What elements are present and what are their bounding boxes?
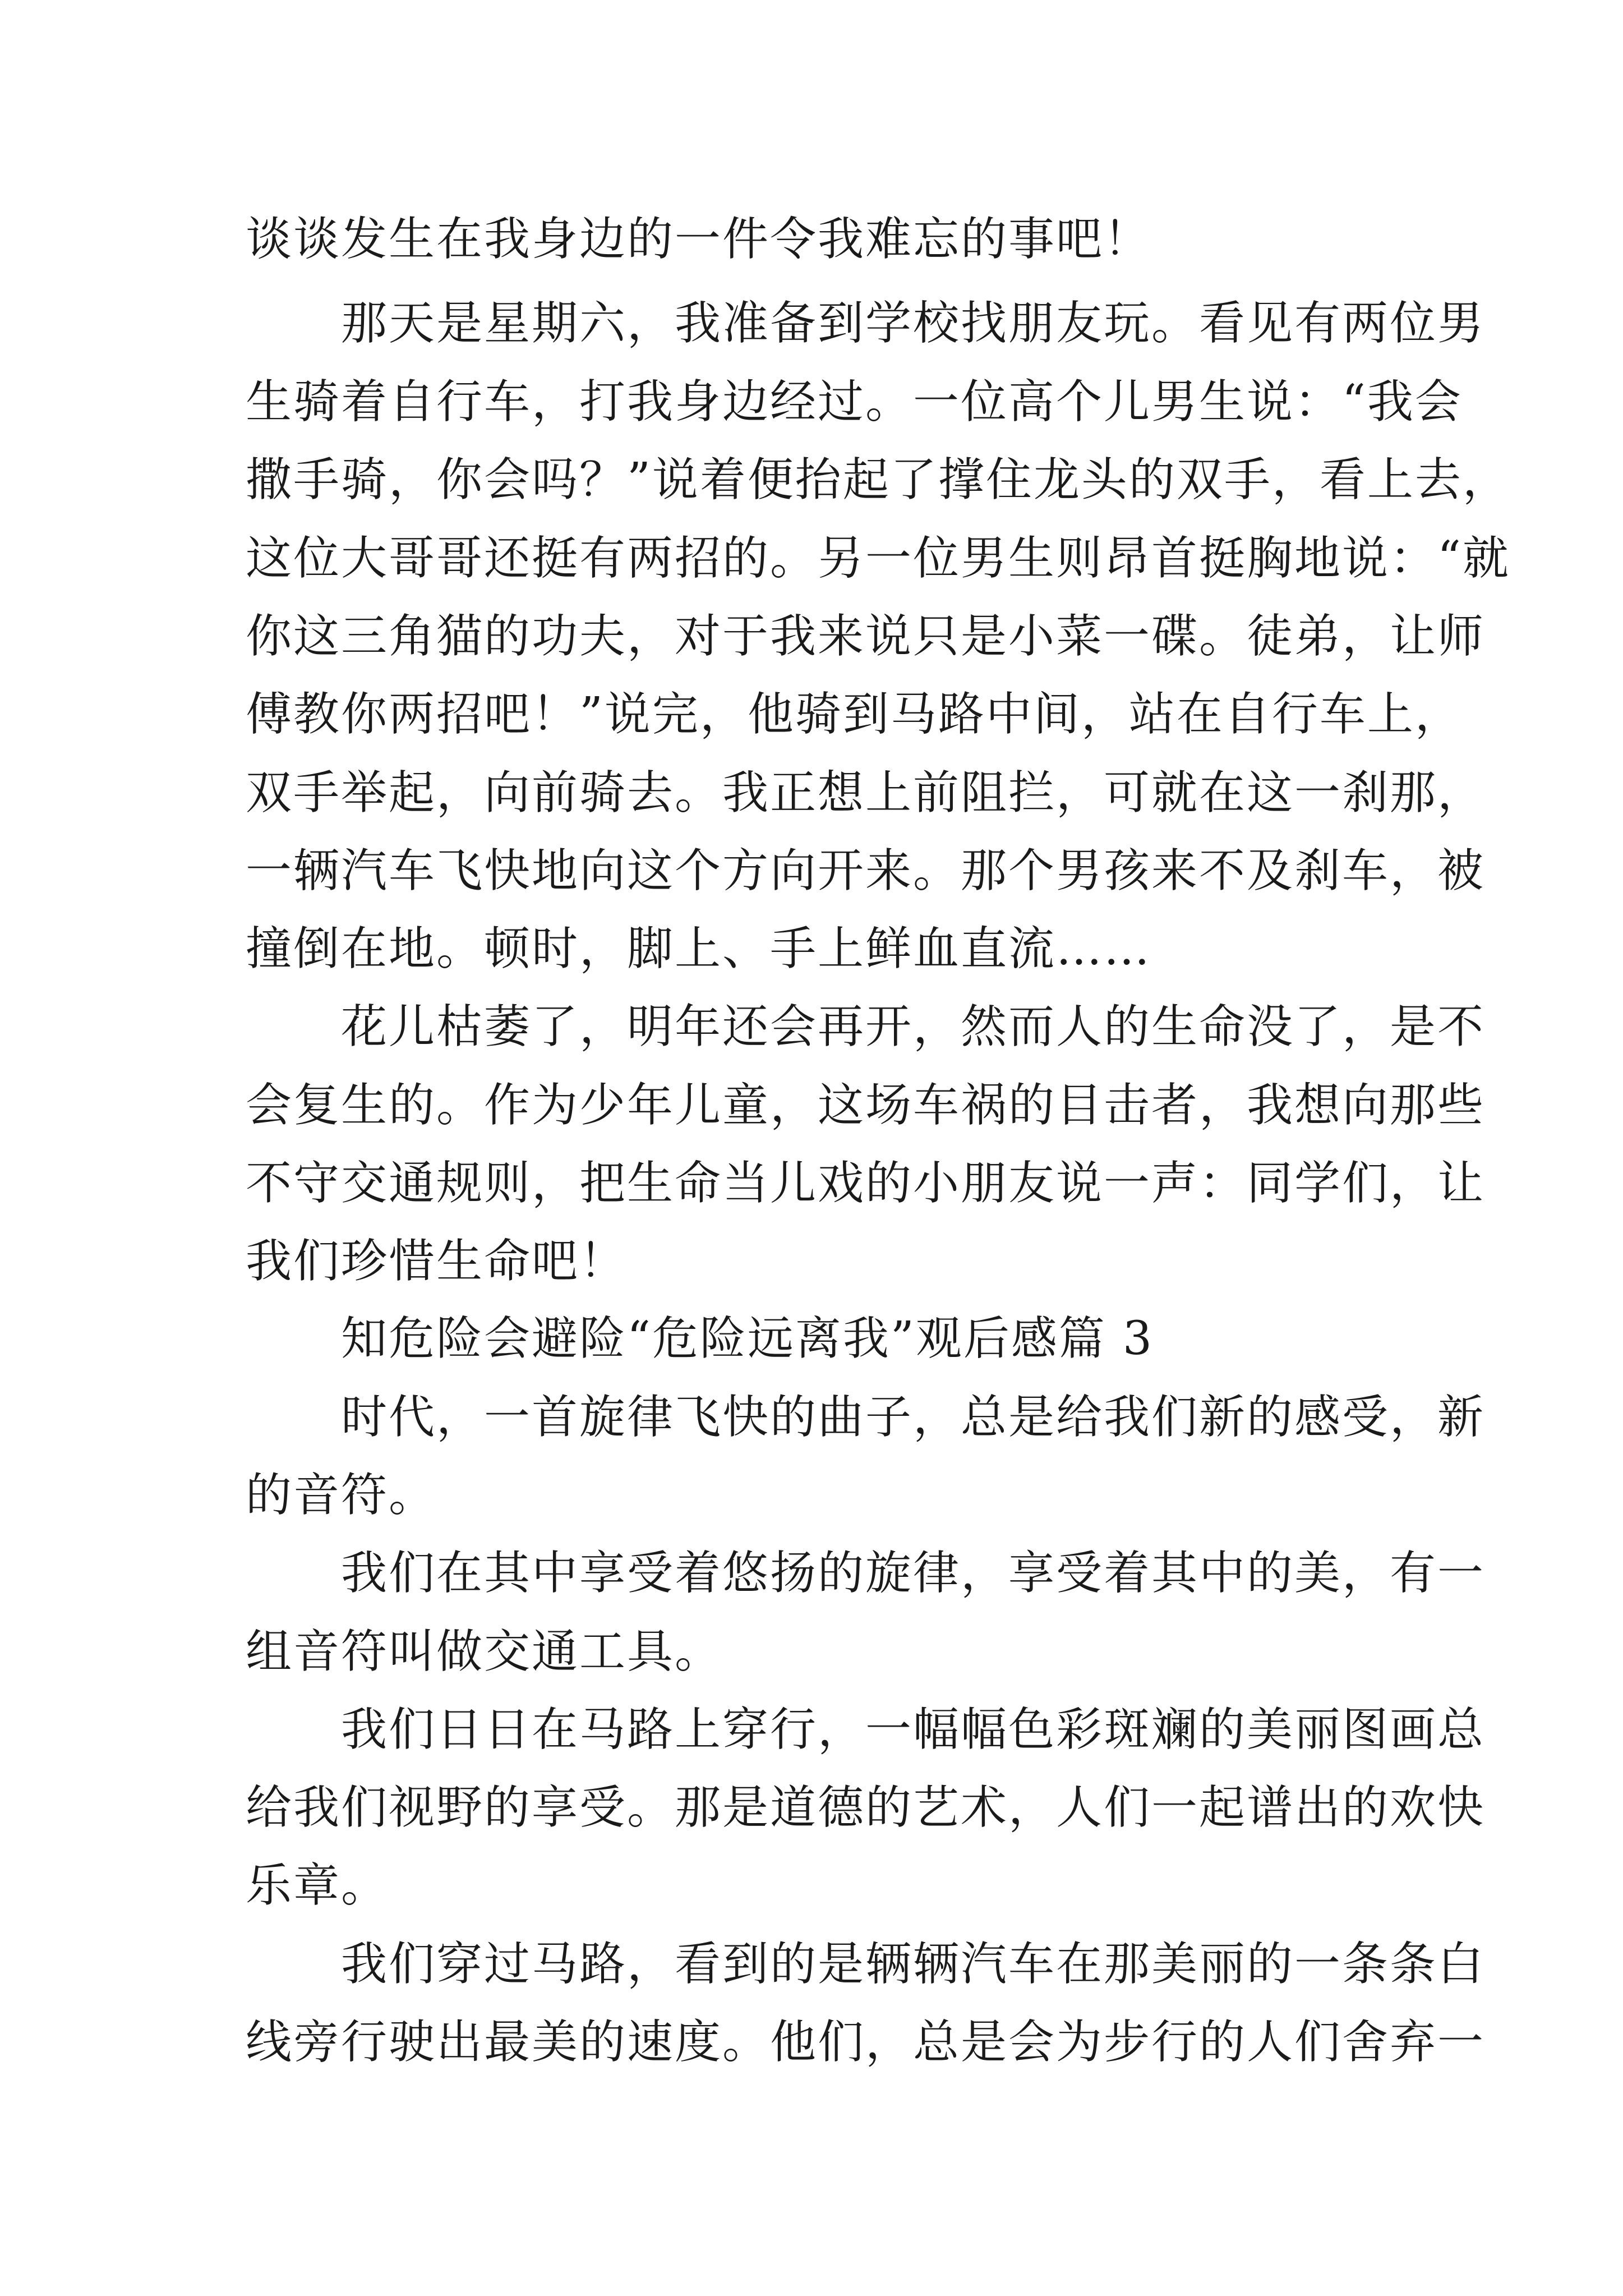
text-line: 我们穿过马路，看到的是辆辆汽车在那美丽的一条条白: [246, 1938, 1486, 1991]
text-line: 双手举起，向前骑去。我正想上前阻拦，可就在这一刹那，: [246, 766, 1486, 820]
text-line: 组音符叫做交通工具。: [246, 1625, 723, 1678]
text-line: 一辆汽车飞快地向这个方向开来。那个男孩来不及刹车，被: [246, 844, 1486, 898]
text-line: 的音符。: [246, 1469, 437, 1522]
text-line: 撒手骑，你会吗？”说着便抬起了撑住龙头的双手，看上去，: [246, 453, 1510, 507]
text-line: 那天是星期六，我准备到学校找朋友玩。看见有两位男: [246, 297, 1486, 350]
text-line: 乐章。: [246, 1859, 389, 1912]
text-line: 会复生的。作为少年儿童，这场车祸的目击者，我想向那些: [246, 1079, 1486, 1132]
text-line: 生骑着自行车，打我身边经过。一位高个儿男生说：“我会: [246, 375, 1463, 429]
text-line: 这位大哥哥还挺有两招的。另一位男生则昂首挺胸地说：“就: [246, 532, 1510, 585]
text-line: 我们珍惜生命吧！: [246, 1235, 628, 1288]
text-line: 线旁行驶出最美的速度。他们，总是会为步行的人们舍弃一: [246, 2016, 1486, 2069]
text-line: 我们在其中享受着悠扬的旋律，享受着其中的美，有一: [246, 1547, 1486, 1600]
text-line: 不守交通规则，把生命当儿戏的小朋友说一声：同学们，让: [246, 1157, 1486, 1210]
text-line: 时代，一首旋律飞快的曲子，总是给我们新的感受，新: [246, 1391, 1486, 1444]
text-line: 花儿枯萎了，明年还会再开，然而人的生命没了，是不: [246, 1000, 1486, 1053]
text-line: 傅教你两招吧！”说完，他骑到马路中间，站在自行车上，: [246, 688, 1463, 741]
section-heading: 知危险会避险“危险远离我”观后感篇 3: [246, 1312, 1154, 1365]
text-line: 我们日日在马路上穿行，一幅幅色彩斑斓的美丽图画总: [246, 1703, 1486, 1756]
text-line: 谈谈发生在我身边的一件令我难忘的事吧！: [246, 213, 1152, 266]
text-line: 给我们视野的享受。那是道德的艺术，人们一起谱出的欢快: [246, 1781, 1486, 1834]
text-line: 你这三角猫的功夫，对于我来说只是小菜一碟。徒弟，让师: [246, 610, 1486, 663]
text-line: 撞倒在地。顿时，脚上、手上鲜血直流……: [246, 922, 1152, 976]
